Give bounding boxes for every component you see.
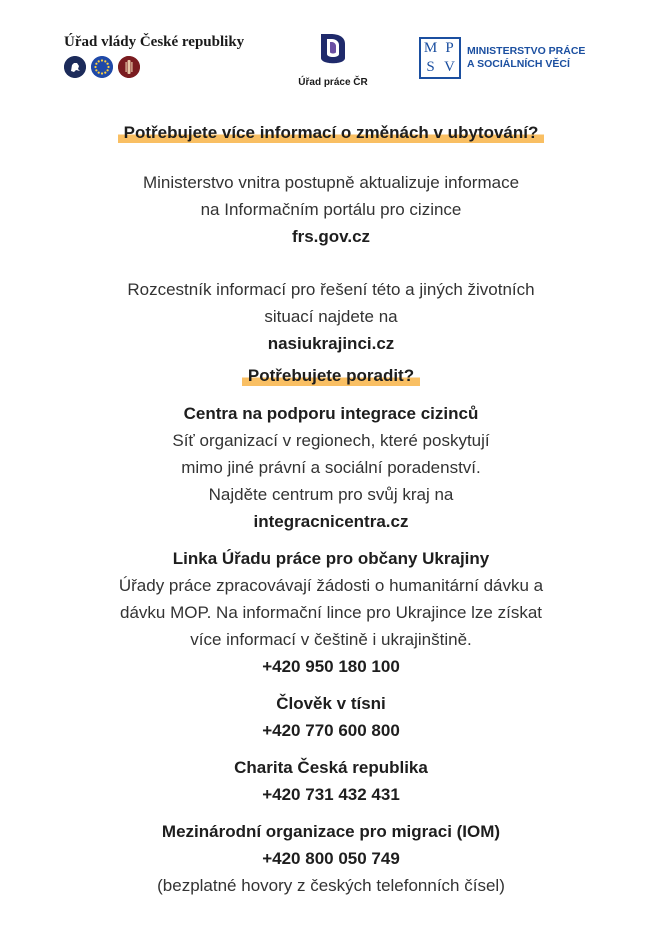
mpsv-letter: S xyxy=(426,59,435,75)
mpsv-name-line1: MINISTERSTVO PRÁCE xyxy=(467,45,586,57)
main-content xyxy=(0,123,662,899)
iom-block xyxy=(0,818,662,899)
clovek-block xyxy=(0,690,662,744)
linka-line1: Úřady práce zpracovávají žádosti o humanitární dávku a xyxy=(118,576,544,595)
frs-line1: Ministerstvo vnitra postupně aktualizuje informace xyxy=(142,173,520,192)
urad-prace-emblem-icon xyxy=(315,32,351,68)
mpsv-letter: P xyxy=(445,40,454,56)
mpsv-letter: V xyxy=(444,59,455,75)
clovek-phone[interactable]: +420 770 600 800 xyxy=(262,721,400,740)
frs-line2: na Informačním portálu pro cizince xyxy=(200,200,462,219)
nasiukrajinci-line1: Rozcestník informací pro řešení této a jiných životních xyxy=(127,280,535,299)
iom-title: Mezinárodní organizace pro migraci (IOM) xyxy=(161,822,501,841)
logo-bar xyxy=(0,0,662,110)
mpsv-name xyxy=(467,45,585,71)
nasiukrajinci-line2: situací najdete na xyxy=(264,307,398,326)
nasiukrajinci-paragraph xyxy=(0,276,662,357)
frs-link[interactable]: frs.gov.cz xyxy=(291,227,371,246)
iom-phone[interactable]: +420 800 050 749 xyxy=(262,849,400,868)
clovek-title: Člověk v tísni xyxy=(276,694,386,713)
urad-vlady-logo xyxy=(64,34,244,78)
charita-title: Charita Česká republika xyxy=(234,758,428,777)
fasces-seal-icon xyxy=(118,56,140,78)
nasiukrajinci-link[interactable]: nasiukrajinci.cz xyxy=(267,334,395,353)
seal-row xyxy=(64,56,244,78)
mpsv-name-line2: A SOCIÁLNÍCH VĚCÍ xyxy=(467,58,570,70)
urad-prace-label: Úřad práce ČR xyxy=(298,77,368,88)
eu-stars-seal-icon xyxy=(91,56,113,78)
mpsv-logo xyxy=(419,37,585,79)
accommodation-heading: Potřebujete více informací o změnách v ubytování? xyxy=(118,123,545,143)
iom-note: (bezplatné hovory z českých telefonních čísel) xyxy=(157,876,505,895)
mpsv-letter: M xyxy=(423,40,438,56)
linka-line2: dávku MOP. Na informační lince pro Ukrajince lze získat xyxy=(119,603,543,622)
mpsv-emblem-icon xyxy=(419,37,461,79)
linka-block xyxy=(0,545,662,680)
urad-vlady-title: Úřad vlády České republiky xyxy=(64,34,245,50)
linka-title: Linka Úřadu práce pro občany Ukrajiny xyxy=(172,549,490,568)
centra-block xyxy=(0,400,662,535)
czech-lion-seal-icon xyxy=(64,56,86,78)
urad-prace-logo xyxy=(298,32,368,88)
centra-title: Centra na podporu integrace cizinců xyxy=(183,404,479,423)
centra-link[interactable]: integracnicentra.cz xyxy=(253,512,409,531)
linka-line3: více informací v češtině i ukrajinštině. xyxy=(190,630,472,649)
linka-phone[interactable]: +420 950 180 100 xyxy=(262,657,400,676)
frs-paragraph xyxy=(0,169,662,250)
centra-line1: Síť organizací v regionech, které poskytují xyxy=(172,431,490,450)
charita-block xyxy=(0,754,662,808)
advice-heading: Potřebujete poradit? xyxy=(242,366,420,386)
centra-line3: Najděte centrum pro svůj kraj na xyxy=(208,485,454,504)
centra-line2: mimo jiné právní a sociální poradenství. xyxy=(181,458,481,477)
charita-phone[interactable]: +420 731 432 431 xyxy=(262,785,400,804)
